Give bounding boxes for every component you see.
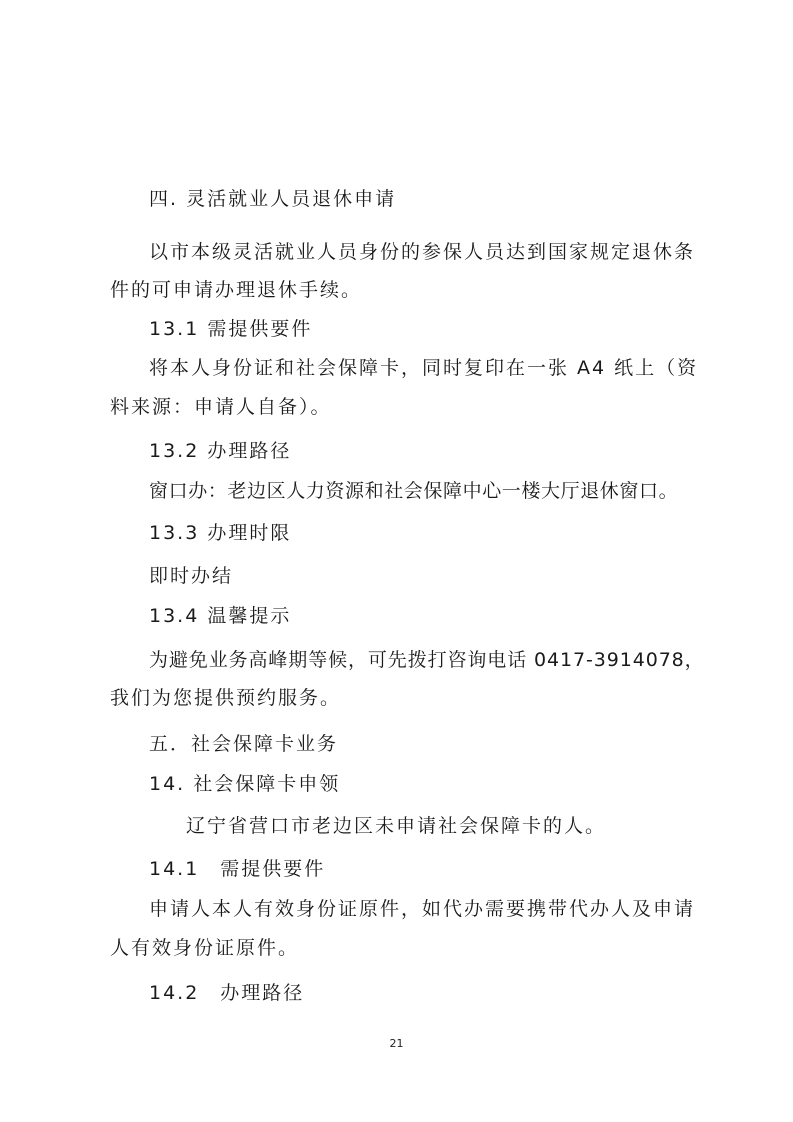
- subheading-14-2: 14.2 办理路径: [149, 982, 305, 1004]
- paragraph-line: 我们为您提供预约服务。: [110, 687, 342, 709]
- subheading-14: 14. 社会保障卡申领: [149, 773, 341, 795]
- subheading-13-2: 13.2 办理路径: [149, 440, 292, 462]
- paragraph-line: 人有效身份证原件。: [110, 937, 300, 959]
- paragraph-line: 以市本级灵活就业人员身份的参保人员达到国家规定退休条: [149, 241, 696, 263]
- subheading-14-1: 14.1 需提供要件: [149, 858, 326, 880]
- paragraph-line: 将本人身份证和社会保障卡，同时复印在一张 A4 纸上（资: [149, 357, 699, 379]
- subheading-13-4: 13.4 温馨提示: [149, 605, 292, 627]
- paragraph-line: 料来源：申请人自备）。: [110, 396, 332, 418]
- subheading-13-1: 13.1 需提供要件: [149, 318, 313, 340]
- paragraph-line: 辽宁省营口市老边区未申请社会保障卡的人。: [186, 815, 607, 837]
- paragraph-line: 申请人本人有效身份证原件，如代办需要携带代办人及申请: [149, 898, 696, 920]
- paragraph-line: 件的可申请办理退休手续。: [110, 279, 363, 301]
- subheading-13-3: 13.3 办理时限: [149, 522, 292, 544]
- paragraph-line: 为避免业务高峰期等候，可先拨打咨询电话 0417-3914078，: [149, 649, 705, 671]
- page-number: 21: [389, 1037, 404, 1050]
- paragraph-line: 即时办结: [149, 565, 234, 587]
- paragraph-line: 窗口办：老边区人力资源和社会保障中心一楼大厅退休窗口。: [149, 480, 679, 502]
- section-heading-5: 五．社会保障卡业务: [149, 733, 339, 755]
- section-heading-4: 四. 灵活就业人员退休申请: [149, 188, 397, 210]
